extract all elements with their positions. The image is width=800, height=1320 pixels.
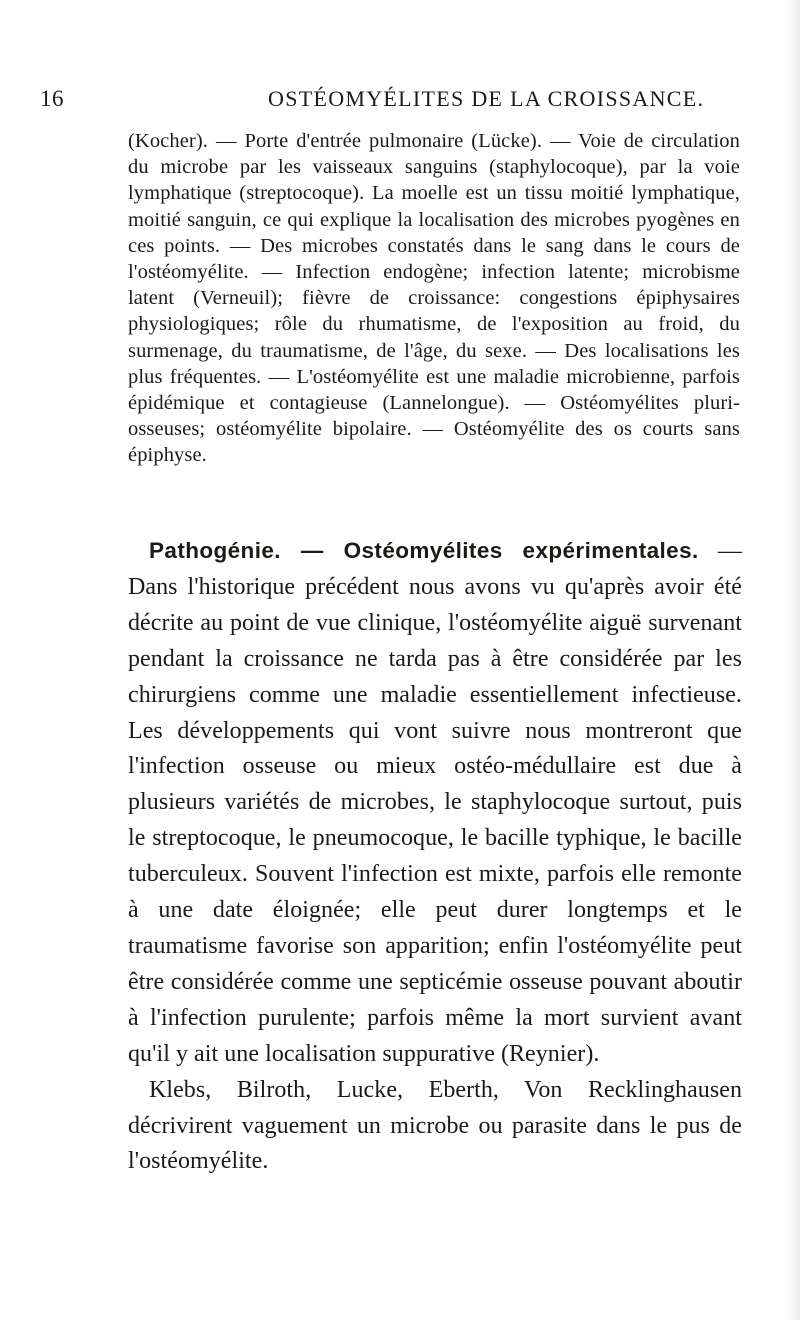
page-number: 16: [40, 86, 64, 111]
page-header: [40, 86, 760, 118]
page-edge-shadow: [786, 0, 800, 1320]
main-text: [128, 533, 742, 1180]
heading-dash: —: [698, 538, 742, 564]
section-heading: Pathogénie. — Ostéomyélites expérimentales.: [149, 538, 699, 563]
chapter-summary: [128, 128, 740, 469]
paragraph-2: Klebs, Bilroth, Lucke, Eberth, Von Recklinghausen décrivirent vaguement un microbe ou parasite dans le pus de l'ostéomyélite.: [128, 1076, 742, 1175]
summary-text: (Kocher). — Porte d'entrée pulmonaire (Lücke). — Voie de circulation du microbe par les vaisseaux sanguins (staphylocoque), par la voie lymphatique (streptocoque). La moelle est un tissu moitié lymphatique, moitié sanguin, ce qui explique la localisation des microbes pyogènes en ces points. — Des microbes constatés dans le sang dans le cours de l'ostéomyélite. — Infection endogène; infection latente; microbisme latent (Verneuil); fièvre de croissance: congestions épiphysaires physiologiques; rôle du rhumatisme, de l'exposition au froid, du surmenage, du traumatisme, de l'âge, du sexe. — Des localisations les plus fréquentes. — L'ostéomyélite est une maladie microbienne, parfois épidémique et contagieuse (Lannelongue). — Ostéomyélites pluri-osseuses; ostéomyélite bipolaire. — Ostéomyélite des os courts sans épiphyse.: [128, 130, 740, 467]
paragraph-1-text: Dans l'historique précédent nous avons vu qu'après avoir été décrite au point de vue clinique, l'ostéomyélite aiguë survenant pendant la croissance ne tarda pas à être considérée par les chirurgiens comme une maladie essentiellement infectieuse. Les développements qui vont suivre nous montreront que l'infection osseuse ou mieux ostéo-médullaire est due à plusieurs variétés de microbes, le staphylocoque surtout, puis le streptocoque, le pneumocoque, le bacille typhique, le bacille tuberculeux. Souvent l'infection est mixte, parfois elle remonte à une date éloignée; elle peut durer longtemps et le traumatisme favorise son apparition; enfin l'ostéomyélite peut être considérée comme une septicémie osseuse pouvant aboutir à l'infection purulente; parfois même la mort survient avant qu'il y ait une localisation suppurative (Reynier).: [128, 573, 742, 1067]
paragraph-1: [128, 533, 742, 1073]
running-title: OSTÉOMYÉLITES DE LA CROISSANCE.: [268, 86, 705, 111]
